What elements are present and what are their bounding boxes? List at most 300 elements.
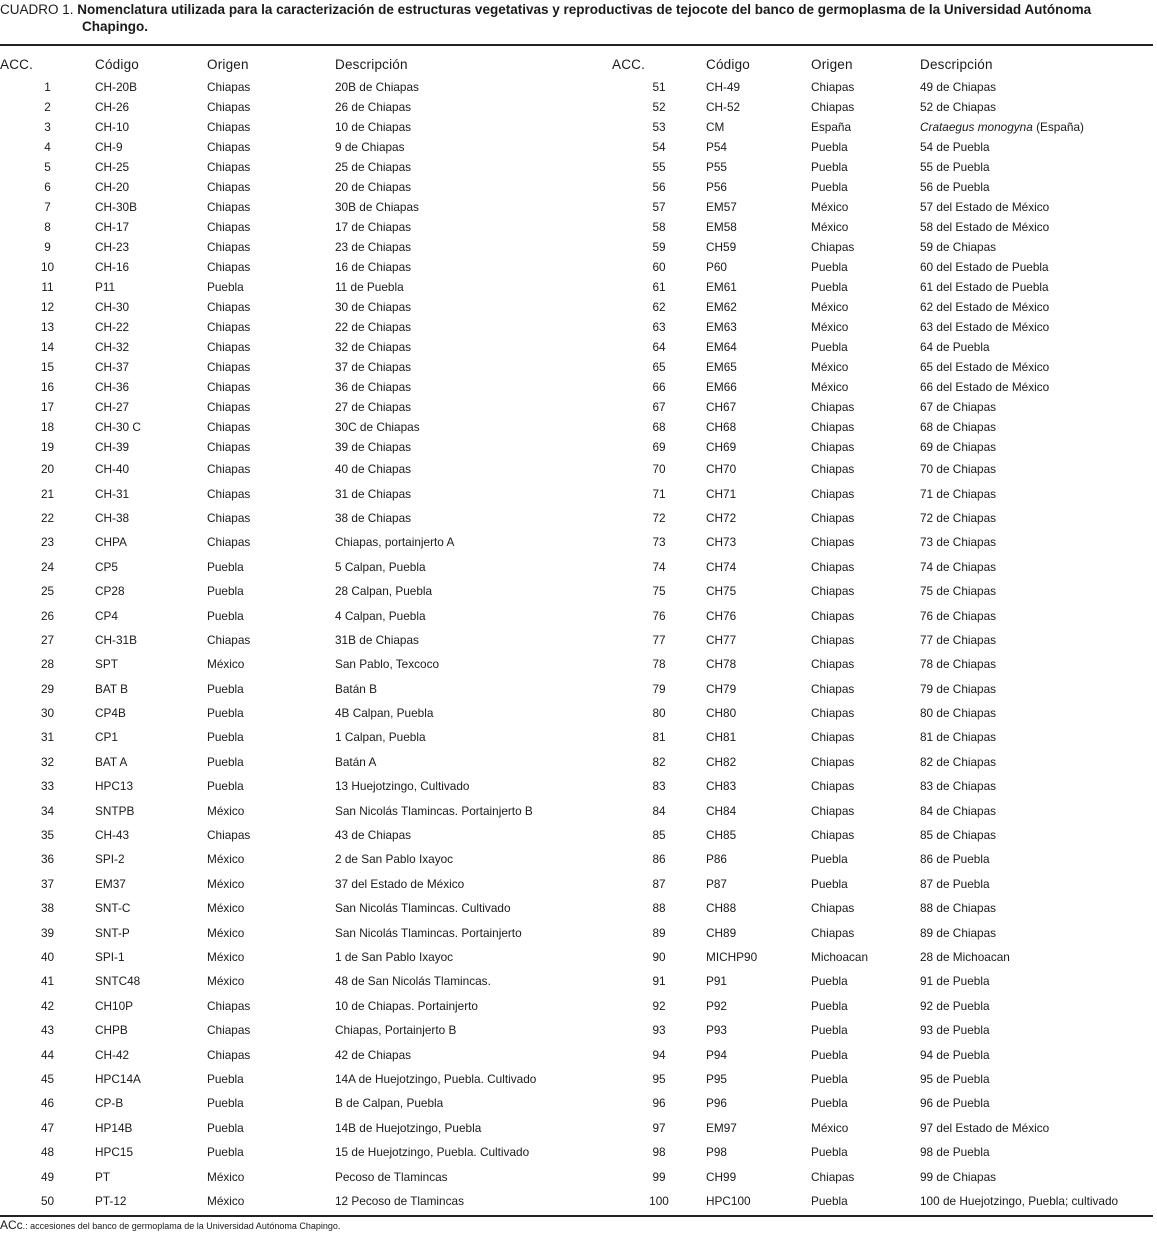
cell-acc: 26 <box>40 608 55 623</box>
cell-origen: Chiapas <box>207 240 251 254</box>
cell-acc-right: 97 <box>652 1120 666 1135</box>
cell-descripcion: Chiapas, portainjerto A <box>335 535 455 550</box>
cell-descripcion: San Pablo, Texcoco <box>335 657 440 672</box>
cell-origen-right: Chiapas <box>811 828 855 843</box>
table-row <box>0 457 1153 481</box>
cell-descripcion-right: 60 del Estado de Puebla <box>920 260 1049 274</box>
cell-origen: Chiapas <box>207 260 251 274</box>
cell-descripcion-right: 68 de Chiapas <box>920 420 997 434</box>
cell-descripcion-right: 82 de Chiapas <box>920 754 997 769</box>
header-acc: ACC. <box>0 57 34 72</box>
cell-origen: Chiapas <box>207 140 251 154</box>
table-row <box>0 277 1153 297</box>
cell-acc-right: 57 <box>652 200 666 214</box>
table-row <box>0 1140 1153 1164</box>
cell-origen-right: Chiapas <box>811 803 855 818</box>
footnote-abbr: ACc <box>0 1218 23 1232</box>
table-row <box>0 157 1153 177</box>
cell-acc: 43 <box>40 1023 55 1038</box>
cell-origen: Puebla <box>207 608 244 623</box>
cell-descripcion-right: 79 de Chiapas <box>920 681 997 696</box>
table-row <box>0 579 1153 603</box>
cell-origen-right: Puebla <box>811 1096 848 1111</box>
table-row <box>0 417 1153 437</box>
cell-codigo-right: CH73 <box>706 535 737 550</box>
cell-acc-right: 64 <box>652 340 666 354</box>
table-row <box>0 847 1153 871</box>
cell-acc: 50 <box>40 1193 55 1208</box>
cell-acc: 41 <box>40 974 55 989</box>
cell-codigo: CP4 <box>95 608 118 623</box>
cell-origen-right: Puebla <box>811 280 848 294</box>
cell-descripcion-right: 49 de Chiapas <box>920 80 997 94</box>
cell-descripcion: San Nicolás Tlamincas. Cultivado <box>335 901 511 916</box>
cell-origen-right: México <box>811 380 849 394</box>
cell-codigo-right: CH59 <box>706 240 737 254</box>
cell-descripcion-right: 74 de Chiapas <box>920 559 997 574</box>
cell-acc: 47 <box>40 1120 55 1135</box>
cell-codigo: CH-9 <box>95 140 123 154</box>
cell-codigo-right: CH85 <box>706 828 737 843</box>
cell-codigo: CH10P <box>95 998 134 1013</box>
table-row <box>0 1067 1153 1091</box>
cell-acc: 44 <box>40 1047 55 1062</box>
cell-origen: Chiapas <box>207 360 251 374</box>
cell-codigo-right: P55 <box>706 160 727 174</box>
cell-codigo: BAT B <box>95 681 128 696</box>
cell-acc-right: 53 <box>652 120 666 134</box>
table-row <box>0 628 1153 652</box>
cell-descripcion: 48 de San Nicolás Tlamincas. <box>335 974 491 989</box>
cell-acc-right: 72 <box>652 510 666 525</box>
table-footnote <box>0 1218 340 1232</box>
cell-acc: 30 <box>40 706 55 721</box>
cell-codigo: CP5 <box>95 559 118 574</box>
table-row <box>0 77 1153 97</box>
cell-codigo: CH-32 <box>95 340 130 354</box>
cell-acc: 24 <box>40 559 55 574</box>
cell-codigo: CH-30B <box>95 200 137 214</box>
cell-codigo-right: EM66 <box>706 380 737 394</box>
table-row <box>0 969 1153 993</box>
cell-codigo: CH-23 <box>95 240 130 254</box>
cell-acc: 10 <box>40 260 55 274</box>
cell-acc: 11 <box>41 280 54 294</box>
cell-acc-right: 96 <box>652 1096 666 1111</box>
cell-acc-right: 59 <box>652 240 666 254</box>
cell-origen: Puebla <box>207 280 244 294</box>
cell-origen: México <box>207 950 245 964</box>
cell-descripcion: 15 de Huejotzingo, Puebla. Cultivado <box>335 1145 530 1160</box>
cell-descripcion: 25 de Chiapas <box>335 160 412 174</box>
cell-acc-right: 61 <box>652 280 666 294</box>
cell-descripcion: 10 de Chiapas <box>335 120 412 134</box>
cell-acc-right: 87 <box>652 876 666 891</box>
cell-codigo: SPI-1 <box>95 950 125 964</box>
cell-codigo-right: P98 <box>706 1145 727 1160</box>
cell-descripcion: 10 de Chiapas. Portainjerto <box>335 998 478 1013</box>
cell-origen: Puebla <box>207 779 244 794</box>
cell-acc: 1 <box>44 80 51 94</box>
table-row <box>0 823 1153 847</box>
cell-origen-right: Chiapas <box>811 754 855 769</box>
table-row <box>0 177 1153 197</box>
cell-acc-right: 58 <box>652 220 666 234</box>
cell-descripcion: 22 de Chiapas <box>335 320 412 334</box>
cell-acc-right: 77 <box>652 632 666 647</box>
cell-codigo-right: CH89 <box>706 925 737 940</box>
cell-codigo-right: P92 <box>706 998 727 1013</box>
cell-descripcion-right: 62 del Estado de México <box>920 300 1050 314</box>
cell-origen-right: Chiapas <box>811 730 855 745</box>
cell-descripcion: 32 de Chiapas <box>335 340 412 354</box>
cell-origen: Chiapas <box>207 420 251 434</box>
cell-codigo: HP14B <box>95 1120 133 1135</box>
cell-codigo-right: CH84 <box>706 803 737 818</box>
cell-codigo-right: EM65 <box>706 360 737 374</box>
cell-descripcion: 30C de Chiapas <box>335 420 420 434</box>
cell-acc: 25 <box>40 584 55 599</box>
cell-origen-right: México <box>811 300 849 314</box>
cell-origen: Chiapas <box>207 220 251 234</box>
cell-origen: México <box>207 901 245 916</box>
cell-codigo-right: HPC100 <box>706 1193 751 1208</box>
cell-codigo: HPC14A <box>95 1071 141 1086</box>
cell-origen-right: Puebla <box>811 1145 848 1160</box>
cell-codigo: CH-27 <box>95 400 130 414</box>
cell-codigo: SPI-2 <box>95 852 125 867</box>
cell-acc-right: 65 <box>652 360 666 374</box>
cell-descripcion: B de Calpan, Puebla <box>335 1096 444 1111</box>
table-row <box>0 920 1153 944</box>
cell-acc: 18 <box>40 420 55 434</box>
cell-acc-right: 73 <box>652 535 666 550</box>
cell-acc-right: 81 <box>652 730 666 745</box>
cell-descripcion-right: 58 del Estado de México <box>920 220 1050 234</box>
cell-descripcion: San Nicolás Tlamincas. Portainjerto <box>335 925 522 940</box>
cell-acc: 48 <box>40 1145 55 1160</box>
cell-descripcion: 37 de Chiapas <box>335 360 412 374</box>
cell-descripcion-right: 71 de Chiapas <box>920 486 997 501</box>
cell-codigo: SPT <box>95 657 118 672</box>
table-header-row <box>0 52 1153 77</box>
cell-descripcion-right: 96 de Puebla <box>920 1096 990 1111</box>
species-name: Crataegus monogyna <box>920 120 1033 134</box>
cell-descripcion-right: 67 de Chiapas <box>920 400 997 414</box>
cell-acc-right: 52 <box>652 100 666 114</box>
cell-codigo-right: P87 <box>706 876 727 891</box>
cell-acc-right: 63 <box>652 320 666 334</box>
cell-descripcion: 43 de Chiapas <box>335 828 412 843</box>
cell-acc-right: 76 <box>652 608 666 623</box>
header-origen-right: Origen <box>811 57 853 72</box>
cell-acc-right: 90 <box>652 950 666 964</box>
cell-origen-right: Chiapas <box>811 901 855 916</box>
table-body <box>0 77 1153 1213</box>
cell-origen: Puebla <box>207 730 244 745</box>
cell-acc: 6 <box>44 180 51 194</box>
header-codigo: Código <box>95 57 139 72</box>
cell-descripcion-right: 54 de Puebla <box>920 140 990 154</box>
cell-acc: 21 <box>40 486 55 501</box>
cell-codigo: CH-37 <box>95 360 130 374</box>
cell-acc: 40 <box>40 950 55 964</box>
cell-descripcion-right: 69 de Chiapas <box>920 440 997 454</box>
cell-codigo: SNT-C <box>95 901 131 916</box>
cell-origen: Puebla <box>207 1071 244 1086</box>
table-row <box>0 1018 1153 1042</box>
cell-acc: 9 <box>44 240 51 254</box>
cell-descripcion-right: 98 de Puebla <box>920 1145 990 1160</box>
cell-origen: Chiapas <box>207 535 251 550</box>
cell-codigo-right: EM63 <box>706 320 737 334</box>
cell-descripcion-right: 63 del Estado de México <box>920 320 1050 334</box>
cell-origen-right: Chiapas <box>811 657 855 672</box>
cell-codigo: CH-36 <box>95 380 130 394</box>
cell-codigo-right: P96 <box>706 1096 727 1111</box>
cell-descripcion-right: 92 de Puebla <box>920 998 990 1013</box>
cell-origen-right: Michoacan <box>811 950 869 964</box>
cell-codigo: CH-16 <box>95 260 130 274</box>
cell-origen-right: Chiapas <box>811 440 855 454</box>
cell-descripcion-right: 64 de Puebla <box>920 340 990 354</box>
cell-origen: Puebla <box>207 706 244 721</box>
cell-origen: México <box>207 657 245 672</box>
cell-acc-right: 62 <box>652 300 666 314</box>
cell-codigo-right: CH-52 <box>706 100 741 114</box>
cell-origen: Puebla <box>207 584 244 599</box>
cell-descripcion: 42 de Chiapas <box>335 1047 412 1062</box>
table-row <box>0 555 1153 579</box>
cell-acc-right: 55 <box>652 160 666 174</box>
cell-codigo: CH-43 <box>95 828 130 843</box>
cell-codigo: CH-26 <box>95 100 130 114</box>
cell-descripcion-right: 83 de Chiapas <box>920 779 997 794</box>
cell-acc-right: 94 <box>652 1047 666 1062</box>
cell-codigo: CH-39 <box>95 440 130 454</box>
cell-origen-right: Chiapas <box>811 535 855 550</box>
cell-origen: Chiapas <box>207 510 251 525</box>
cell-acc: 3 <box>44 120 51 134</box>
cell-acc: 39 <box>40 925 55 940</box>
cell-codigo-right: EM62 <box>706 300 737 314</box>
table-row <box>0 506 1153 530</box>
table-caption <box>0 1 1153 35</box>
header-descripcion: Descripción <box>335 57 408 72</box>
header-descripcion-right: Descripción <box>920 57 993 72</box>
cell-descripcion-right: 95 de Puebla <box>920 1071 990 1086</box>
cell-acc-right: 74 <box>652 559 666 574</box>
table-row <box>0 377 1153 397</box>
cell-origen: Puebla <box>207 1096 244 1111</box>
cell-origen-right: Puebla <box>811 340 848 354</box>
cell-codigo: CHPA <box>95 535 127 550</box>
cell-codigo-right: P60 <box>706 260 727 274</box>
cell-descripcion-right: 57 del Estado de México <box>920 200 1050 214</box>
cell-codigo: CH-20B <box>95 80 137 94</box>
cell-acc: 38 <box>40 901 55 916</box>
cell-acc-right: 85 <box>652 828 666 843</box>
cell-descripcion: 14A de Huejotzingo, Puebla. Cultivado <box>335 1071 537 1086</box>
table-row <box>0 437 1153 457</box>
cell-acc-right: 79 <box>652 681 666 696</box>
cell-codigo-right: CH83 <box>706 779 737 794</box>
cell-acc: 27 <box>40 632 55 647</box>
table-row <box>0 725 1153 749</box>
cell-origen-right: Puebla <box>811 1071 848 1086</box>
cell-codigo-right: EM58 <box>706 220 737 234</box>
cell-origen: Chiapas <box>207 462 251 477</box>
cell-acc: 33 <box>40 779 55 794</box>
cell-acc: 13 <box>40 320 55 334</box>
cell-origen-right: Puebla <box>811 974 848 989</box>
cell-origen-right: Chiapas <box>811 1169 855 1184</box>
cell-origen-right: Puebla <box>811 160 848 174</box>
cell-descripcion: 16 de Chiapas <box>335 260 412 274</box>
cell-descripcion-right: 85 de Chiapas <box>920 828 997 843</box>
table-row <box>0 677 1153 701</box>
cell-origen-right: Chiapas <box>811 584 855 599</box>
cell-codigo: CP28 <box>95 584 125 599</box>
cell-codigo-right: EM57 <box>706 200 737 214</box>
cell-codigo: CH-22 <box>95 320 130 334</box>
cell-acc-right: 82 <box>652 754 666 769</box>
cell-acc-right: 69 <box>652 440 666 454</box>
cell-codigo: HPC13 <box>95 779 134 794</box>
cell-descripcion: 36 de Chiapas <box>335 380 412 394</box>
cell-origen: México <box>207 803 245 818</box>
cell-origen: México <box>207 925 245 940</box>
cell-origen-right: Chiapas <box>811 779 855 794</box>
cell-acc-right: 84 <box>652 803 666 818</box>
cell-descripcion-right: 99 de Chiapas <box>920 1169 997 1184</box>
cell-origen-right: Chiapas <box>811 420 855 434</box>
cell-origen: Chiapas <box>207 828 251 843</box>
cell-origen-right: Chiapas <box>811 559 855 574</box>
cell-origen-right: Chiapas <box>811 462 855 477</box>
cell-acc: 49 <box>40 1169 55 1184</box>
cell-origen-right: Puebla <box>811 998 848 1013</box>
cell-origen-right: Puebla <box>811 1023 848 1038</box>
cell-acc: 35 <box>40 828 55 843</box>
cell-codigo-right: CH99 <box>706 1169 737 1184</box>
cell-origen-right: Puebla <box>811 1193 848 1208</box>
cell-codigo: CH-38 <box>95 510 130 525</box>
cell-acc-right: 95 <box>652 1071 666 1086</box>
cell-descripcion-right: 89 de Chiapas <box>920 925 997 940</box>
cell-codigo-right: P56 <box>706 180 727 194</box>
cell-descripcion: 39 de Chiapas <box>335 440 412 454</box>
cell-codigo-right: CH70 <box>706 462 737 477</box>
cell-codigo-right: CH78 <box>706 657 737 672</box>
cell-codigo: P11 <box>95 280 116 294</box>
cell-acc: 36 <box>40 852 55 867</box>
table-row <box>0 481 1153 505</box>
cell-descripcion-right: 66 del Estado de México <box>920 380 1050 394</box>
cell-origen: Chiapas <box>207 1023 251 1038</box>
cell-codigo: CH-30 <box>95 300 130 314</box>
cell-descripcion-right: 81 de Chiapas <box>920 730 997 745</box>
cell-codigo-right: P93 <box>706 1023 727 1038</box>
cell-descripcion: 2 de San Pablo Ixayoc <box>335 852 454 867</box>
table-row <box>0 337 1153 357</box>
cell-codigo-right: P54 <box>706 140 727 154</box>
cell-descripcion: 11 de Puebla <box>335 280 404 294</box>
cell-descripcion: 14B de Huejotzingo, Puebla <box>335 1120 482 1135</box>
cell-descripcion-right: 91 de Puebla <box>920 974 990 989</box>
cell-codigo-right: CH82 <box>706 754 737 769</box>
cell-codigo: CH-20 <box>95 180 130 194</box>
caption-text-continued: Chapingo. <box>82 19 148 34</box>
table-row <box>0 357 1153 377</box>
cell-codigo-right: CH79 <box>706 681 737 696</box>
cell-descripcion-right: 56 de Puebla <box>920 180 990 194</box>
cell-acc-right: 78 <box>652 657 666 672</box>
cell-descripcion: 27 de Chiapas <box>335 400 412 414</box>
cell-origen-right: Chiapas <box>811 80 855 94</box>
cell-origen-right: México <box>811 200 849 214</box>
cell-origen: Chiapas <box>207 632 251 647</box>
cell-acc-right: 68 <box>652 420 666 434</box>
cell-codigo-right: EM61 <box>706 280 737 294</box>
cell-descripcion: Chiapas, Portainjerto B <box>335 1023 457 1038</box>
cell-acc-right: 91 <box>652 974 666 989</box>
cell-descripcion: 17 de Chiapas <box>335 220 412 234</box>
table-row <box>0 603 1153 627</box>
table-row <box>0 1042 1153 1066</box>
cell-origen: Chiapas <box>207 1047 251 1062</box>
cell-origen-right: México <box>811 320 849 334</box>
table-row <box>0 945 1153 969</box>
cell-acc-right: 71 <box>652 486 666 501</box>
cell-codigo-right: CH71 <box>706 486 737 501</box>
cell-descripcion-right: 84 de Chiapas <box>920 803 997 818</box>
cell-codigo: HPC15 <box>95 1145 134 1160</box>
cell-origen: Chiapas <box>207 380 251 394</box>
cell-acc-right: 92 <box>652 998 666 1013</box>
table-row <box>0 798 1153 822</box>
cell-descripcion: 1 de San Pablo Ixayoc <box>335 950 454 964</box>
cell-codigo: SNT-P <box>95 925 130 940</box>
cell-origen: México <box>207 852 245 867</box>
cell-acc: 15 <box>40 360 55 374</box>
table-row <box>0 896 1153 920</box>
cell-codigo-right: CH75 <box>706 584 737 599</box>
cell-descripcion: 40 de Chiapas <box>335 462 412 477</box>
cell-acc-right: 51 <box>652 80 666 94</box>
cell-descripcion-right: 59 de Chiapas <box>920 240 997 254</box>
cell-descripcion: 30 de Chiapas <box>335 300 412 314</box>
footnote-text: .: accesiones del banco de germoplama de la Universidad Autónoma Chapingo. <box>22 1221 341 1231</box>
cell-origen: Puebla <box>207 754 244 769</box>
cell-acc: 32 <box>40 754 55 769</box>
cell-acc: 29 <box>40 681 55 696</box>
cell-origen-right: Puebla <box>811 876 848 891</box>
cell-origen-right: México <box>811 220 849 234</box>
table-row <box>0 197 1153 217</box>
header-codigo-right: Código <box>706 57 750 72</box>
cell-codigo: CH-17 <box>95 220 130 234</box>
header-acc-right: ACC. <box>612 57 646 72</box>
cell-descripcion: 9 de Chiapas <box>335 140 405 154</box>
table-row <box>0 1189 1153 1213</box>
cell-codigo: CH-31 <box>95 486 130 501</box>
cell-descripcion: Batán A <box>335 754 377 769</box>
cell-acc-right: 75 <box>652 584 666 599</box>
accessions-table <box>0 52 1153 1213</box>
table-row <box>0 137 1153 157</box>
cell-codigo-right: CH81 <box>706 730 737 745</box>
